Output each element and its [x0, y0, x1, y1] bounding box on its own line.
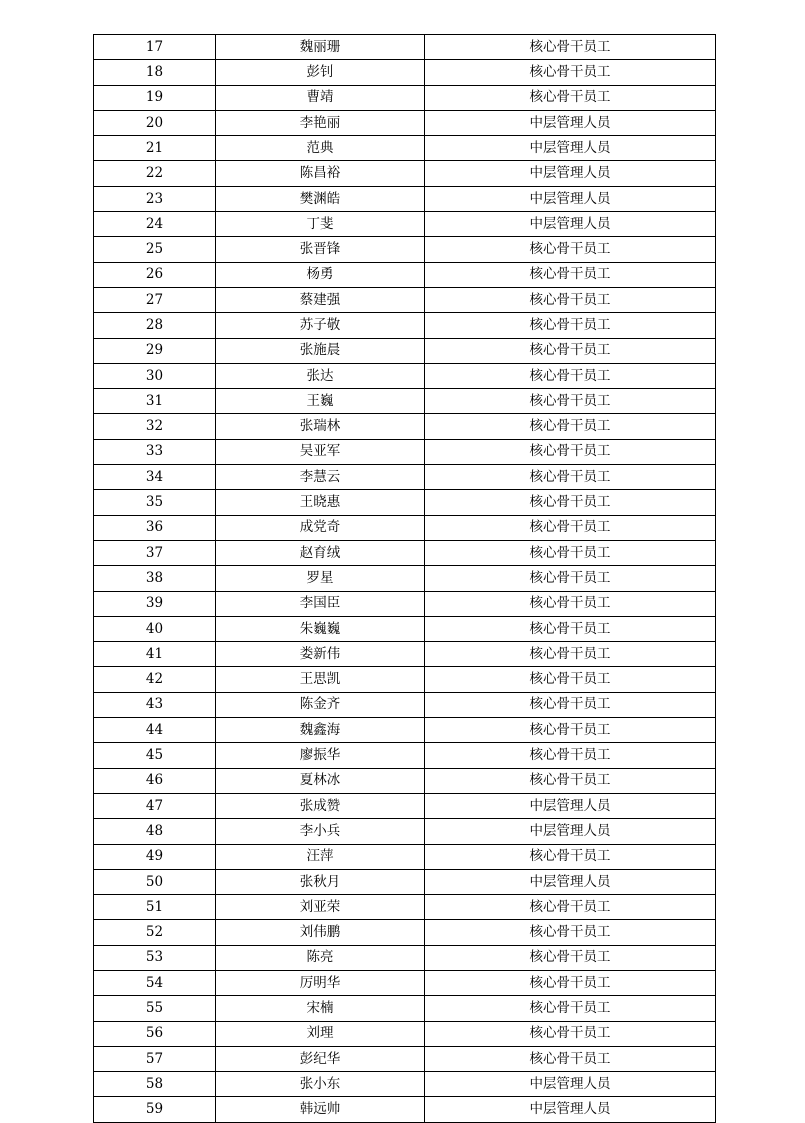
cell-name: 张达 [216, 363, 425, 388]
cell-role: 核心骨干员工 [425, 616, 716, 641]
cell-role: 核心骨干员工 [425, 945, 716, 970]
cell-name: 陈金齐 [216, 692, 425, 717]
cell-index: 46 [94, 768, 216, 793]
table-row [94, 439, 716, 464]
cell-index: 23 [94, 186, 216, 211]
cell-name: 张施晨 [216, 338, 425, 363]
cell-role: 中层管理人员 [425, 161, 716, 186]
cell-name: 李艳丽 [216, 110, 425, 135]
cell-name: 刘亚荣 [216, 895, 425, 920]
table-row [94, 389, 716, 414]
cell-index: 27 [94, 287, 216, 312]
cell-index: 41 [94, 642, 216, 667]
cell-index: 22 [94, 161, 216, 186]
cell-index: 28 [94, 313, 216, 338]
cell-index: 57 [94, 1046, 216, 1071]
cell-index: 40 [94, 616, 216, 641]
table-row [94, 515, 716, 540]
table-row [94, 692, 716, 717]
cell-index: 35 [94, 490, 216, 515]
table-row [94, 869, 716, 894]
cell-index: 42 [94, 667, 216, 692]
cell-name: 樊渊皓 [216, 186, 425, 211]
table-row [94, 768, 716, 793]
cell-index: 18 [94, 60, 216, 85]
cell-index: 56 [94, 1021, 216, 1046]
cell-role: 核心骨干员工 [425, 1021, 716, 1046]
table-row [94, 945, 716, 970]
cell-index: 49 [94, 844, 216, 869]
table-row [94, 970, 716, 995]
cell-role: 核心骨干员工 [425, 667, 716, 692]
cell-index: 36 [94, 515, 216, 540]
cell-name: 张瑞林 [216, 414, 425, 439]
cell-name: 张成赞 [216, 793, 425, 818]
table-row [94, 313, 716, 338]
table-row [94, 1021, 716, 1046]
table-row [94, 1046, 716, 1071]
cell-name: 魏丽珊 [216, 35, 425, 60]
cell-role: 中层管理人员 [425, 1072, 716, 1097]
table-row [94, 35, 716, 60]
cell-index: 52 [94, 920, 216, 945]
cell-role: 核心骨干员工 [425, 844, 716, 869]
table-row [94, 110, 716, 135]
table-row [94, 212, 716, 237]
cell-index: 20 [94, 110, 216, 135]
cell-name: 张秋月 [216, 869, 425, 894]
table-row [94, 490, 716, 515]
cell-name: 魏鑫海 [216, 718, 425, 743]
cell-index: 44 [94, 718, 216, 743]
table-row [94, 465, 716, 490]
table-row [94, 186, 716, 211]
cell-index: 21 [94, 136, 216, 161]
table-row [94, 566, 716, 591]
cell-role: 中层管理人员 [425, 136, 716, 161]
cell-name: 刘伟鹏 [216, 920, 425, 945]
table-row [94, 591, 716, 616]
cell-role: 核心骨干员工 [425, 768, 716, 793]
cell-index: 17 [94, 35, 216, 60]
cell-role: 核心骨干员工 [425, 895, 716, 920]
cell-index: 24 [94, 212, 216, 237]
cell-name: 夏林冰 [216, 768, 425, 793]
cell-name: 刘理 [216, 1021, 425, 1046]
cell-role: 中层管理人员 [425, 110, 716, 135]
cell-name: 杨勇 [216, 262, 425, 287]
cell-index: 51 [94, 895, 216, 920]
cell-role: 核心骨干员工 [425, 389, 716, 414]
cell-name: 王巍 [216, 389, 425, 414]
cell-name: 丁斐 [216, 212, 425, 237]
cell-role: 核心骨干员工 [425, 515, 716, 540]
table-row [94, 793, 716, 818]
cell-name: 曹靖 [216, 85, 425, 110]
cell-role: 中层管理人员 [425, 793, 716, 818]
cell-role: 核心骨干员工 [425, 1046, 716, 1071]
table-row [94, 844, 716, 869]
table-row [94, 237, 716, 262]
cell-index: 59 [94, 1097, 216, 1122]
employee-category-table [93, 34, 716, 1123]
cell-role: 核心骨干员工 [425, 996, 716, 1021]
cell-name: 彭纪华 [216, 1046, 425, 1071]
cell-name: 蔡建强 [216, 287, 425, 312]
cell-name: 陈昌裕 [216, 161, 425, 186]
table-row [94, 667, 716, 692]
cell-role: 核心骨干员工 [425, 414, 716, 439]
cell-name: 罗星 [216, 566, 425, 591]
cell-role: 核心骨干员工 [425, 287, 716, 312]
table-row [94, 136, 716, 161]
table-row [94, 540, 716, 565]
cell-name: 朱巍巍 [216, 616, 425, 641]
cell-index: 58 [94, 1072, 216, 1097]
cell-role: 核心骨干员工 [425, 439, 716, 464]
cell-index: 43 [94, 692, 216, 717]
cell-role: 核心骨干员工 [425, 591, 716, 616]
cell-role: 核心骨干员工 [425, 363, 716, 388]
cell-name: 李小兵 [216, 819, 425, 844]
cell-index: 37 [94, 540, 216, 565]
table-body [94, 35, 716, 1123]
cell-name: 厉明华 [216, 970, 425, 995]
table-row [94, 996, 716, 1021]
cell-index: 19 [94, 85, 216, 110]
table-row [94, 1072, 716, 1097]
cell-index: 25 [94, 237, 216, 262]
cell-name: 吴亚军 [216, 439, 425, 464]
cell-name: 宋楠 [216, 996, 425, 1021]
cell-name: 范典 [216, 136, 425, 161]
cell-index: 30 [94, 363, 216, 388]
cell-role: 核心骨干员工 [425, 338, 716, 363]
cell-index: 32 [94, 414, 216, 439]
cell-index: 53 [94, 945, 216, 970]
cell-index: 29 [94, 338, 216, 363]
cell-index: 48 [94, 819, 216, 844]
table-row [94, 338, 716, 363]
cell-name: 李慧云 [216, 465, 425, 490]
cell-role: 核心骨干员工 [425, 566, 716, 591]
cell-role: 核心骨干员工 [425, 465, 716, 490]
table-row [94, 642, 716, 667]
table-row [94, 819, 716, 844]
cell-role: 核心骨干员工 [425, 692, 716, 717]
cell-index: 31 [94, 389, 216, 414]
cell-role: 中层管理人员 [425, 819, 716, 844]
cell-role: 核心骨干员工 [425, 718, 716, 743]
cell-role: 核心骨干员工 [425, 743, 716, 768]
cell-name: 李国臣 [216, 591, 425, 616]
table-row [94, 414, 716, 439]
cell-role: 核心骨干员工 [425, 920, 716, 945]
cell-role: 核心骨干员工 [425, 60, 716, 85]
cell-index: 38 [94, 566, 216, 591]
table-row [94, 60, 716, 85]
cell-role: 中层管理人员 [425, 869, 716, 894]
cell-name: 苏子敬 [216, 313, 425, 338]
cell-index: 54 [94, 970, 216, 995]
table-row [94, 1097, 716, 1122]
cell-name: 彭钊 [216, 60, 425, 85]
cell-name: 赵育绒 [216, 540, 425, 565]
table-row [94, 895, 716, 920]
cell-name: 汪萍 [216, 844, 425, 869]
cell-name: 娄新伟 [216, 642, 425, 667]
cell-role: 核心骨干员工 [425, 262, 716, 287]
cell-name: 韩远帅 [216, 1097, 425, 1122]
cell-index: 55 [94, 996, 216, 1021]
cell-role: 核心骨干员工 [425, 490, 716, 515]
cell-index: 34 [94, 465, 216, 490]
table-row [94, 262, 716, 287]
cell-role: 中层管理人员 [425, 1097, 716, 1122]
cell-name: 王思凯 [216, 667, 425, 692]
table-row [94, 287, 716, 312]
cell-name: 成党奇 [216, 515, 425, 540]
cell-role: 核心骨干员工 [425, 237, 716, 262]
table-row [94, 616, 716, 641]
cell-role: 核心骨干员工 [425, 970, 716, 995]
table-row [94, 161, 716, 186]
cell-role: 核心骨干员工 [425, 35, 716, 60]
cell-role: 核心骨干员工 [425, 540, 716, 565]
cell-index: 45 [94, 743, 216, 768]
cell-index: 50 [94, 869, 216, 894]
cell-role: 中层管理人员 [425, 186, 716, 211]
cell-index: 47 [94, 793, 216, 818]
cell-name: 廖振华 [216, 743, 425, 768]
table-row [94, 363, 716, 388]
table-row [94, 920, 716, 945]
cell-name: 张晋锋 [216, 237, 425, 262]
table-row [94, 718, 716, 743]
cell-role: 核心骨干员工 [425, 642, 716, 667]
cell-role: 核心骨干员工 [425, 85, 716, 110]
table-row [94, 85, 716, 110]
cell-index: 39 [94, 591, 216, 616]
cell-index: 26 [94, 262, 216, 287]
cell-name: 张小东 [216, 1072, 425, 1097]
cell-role: 核心骨干员工 [425, 313, 716, 338]
cell-name: 王晓惠 [216, 490, 425, 515]
cell-role: 中层管理人员 [425, 212, 716, 237]
table-row [94, 743, 716, 768]
cell-index: 33 [94, 439, 216, 464]
cell-name: 陈亮 [216, 945, 425, 970]
